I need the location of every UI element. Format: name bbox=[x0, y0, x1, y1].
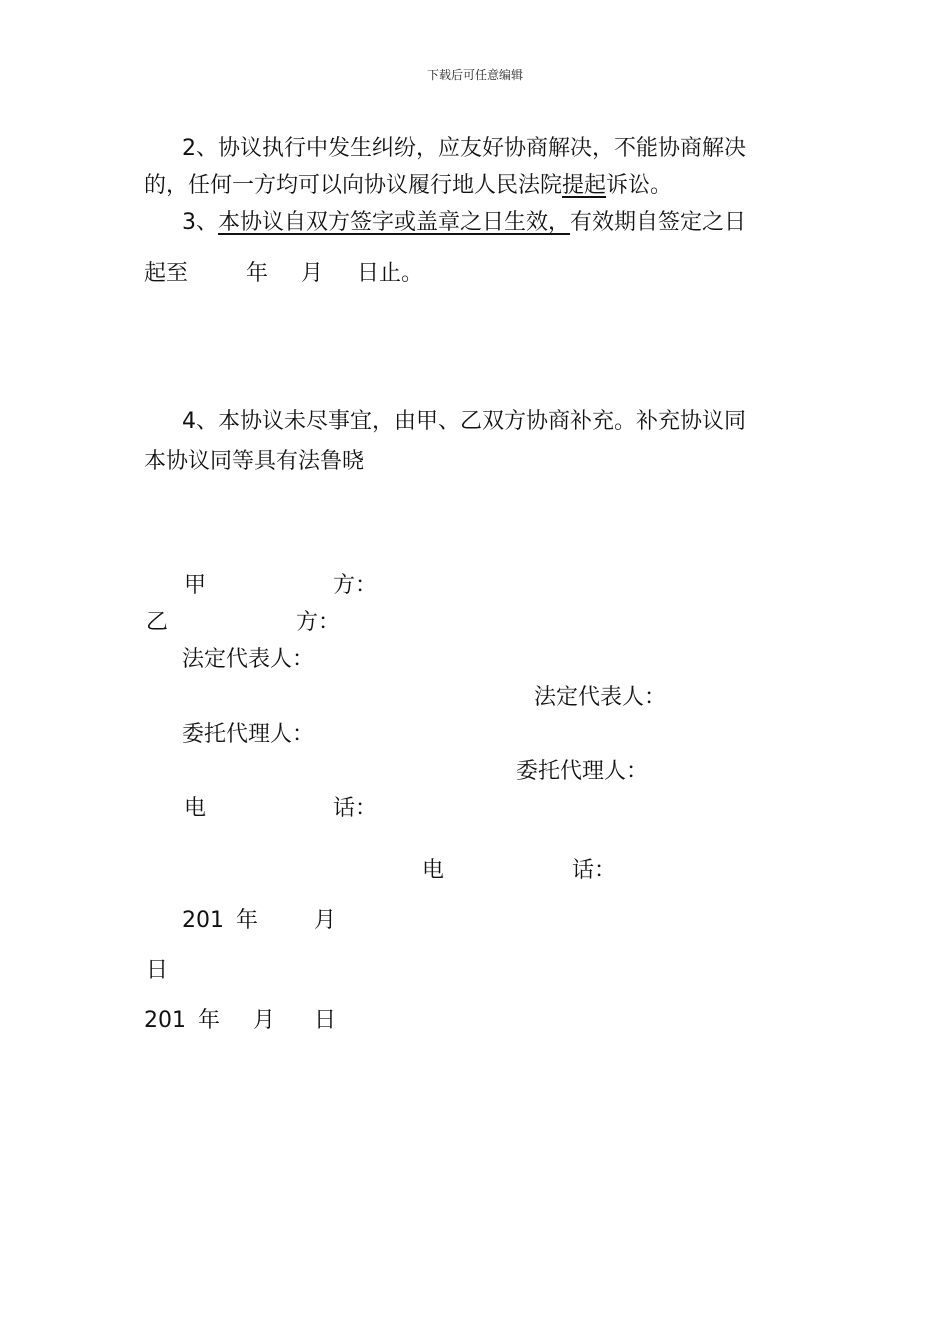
clause-2-underlined-text: 提起 bbox=[562, 173, 607, 198]
party-a-date-year-label: 年 bbox=[236, 908, 259, 933]
party-b-date-year-label: 年 bbox=[198, 1008, 221, 1033]
party-b-date-year: 201 bbox=[144, 1008, 186, 1033]
clause-3-underlined-text: 本协议自双方签字或盖章之日生效， bbox=[218, 210, 571, 235]
party-a-date-month-label: 月 bbox=[314, 908, 337, 933]
clause-3-day-label: 日止。 bbox=[357, 261, 424, 286]
clause-2-line-2-text: 的，任何一方均可以向协议履行地人民法院 bbox=[144, 173, 563, 198]
clause-4-line-1: 4、本协议未尽事宜，由甲、乙双方协商补充。补充协议同 bbox=[182, 409, 746, 434]
party-a-phone-label-2: 话： bbox=[333, 796, 378, 821]
page-header-note: 下载后可任意编辑 bbox=[426, 68, 523, 82]
party-b-legal-representative: 法定代表人： bbox=[534, 685, 667, 710]
party-a-phone-label-1: 电 bbox=[184, 796, 207, 821]
party-a-date-year: 201 bbox=[182, 908, 224, 933]
party-b-date-month-label: 月 bbox=[253, 1008, 276, 1033]
party-a-date-day-label: 日 bbox=[146, 958, 169, 983]
party-b-label-2: 方： bbox=[296, 610, 341, 635]
clause-2-line-2 bbox=[144, 173, 672, 199]
party-b-phone-label-2: 话： bbox=[572, 858, 617, 883]
clause-4-line-2: 本协议同等具有法鲁晓 bbox=[144, 449, 365, 474]
party-b-label-1: 乙 bbox=[146, 610, 169, 635]
clause-3-line-1 bbox=[182, 210, 746, 236]
clause-3-number: 3、 bbox=[182, 210, 218, 235]
party-a-label-1: 甲 bbox=[184, 573, 207, 598]
party-a-agent: 委托代理人： bbox=[182, 722, 315, 747]
party-b-date-day-label: 日 bbox=[314, 1008, 337, 1033]
party-b-agent: 委托代理人： bbox=[516, 759, 649, 784]
clause-3-line-2-start: 起至 bbox=[144, 261, 189, 286]
clause-3-year-label: 年 bbox=[246, 261, 269, 286]
party-b-phone-label-1: 电 bbox=[422, 858, 445, 883]
clause-3-month-label: 月 bbox=[301, 261, 324, 286]
clause-3-line-1-end: 有效期自签定之日 bbox=[570, 210, 747, 235]
party-a-label-2: 方： bbox=[333, 573, 378, 598]
clause-2-line-1: 2、协议执行中发生纠纷，应友好协商解决，不能协商解决 bbox=[182, 136, 746, 161]
clause-2-line-2-end: 诉讼。 bbox=[606, 173, 673, 198]
party-a-legal-representative: 法定代表人： bbox=[182, 647, 315, 672]
